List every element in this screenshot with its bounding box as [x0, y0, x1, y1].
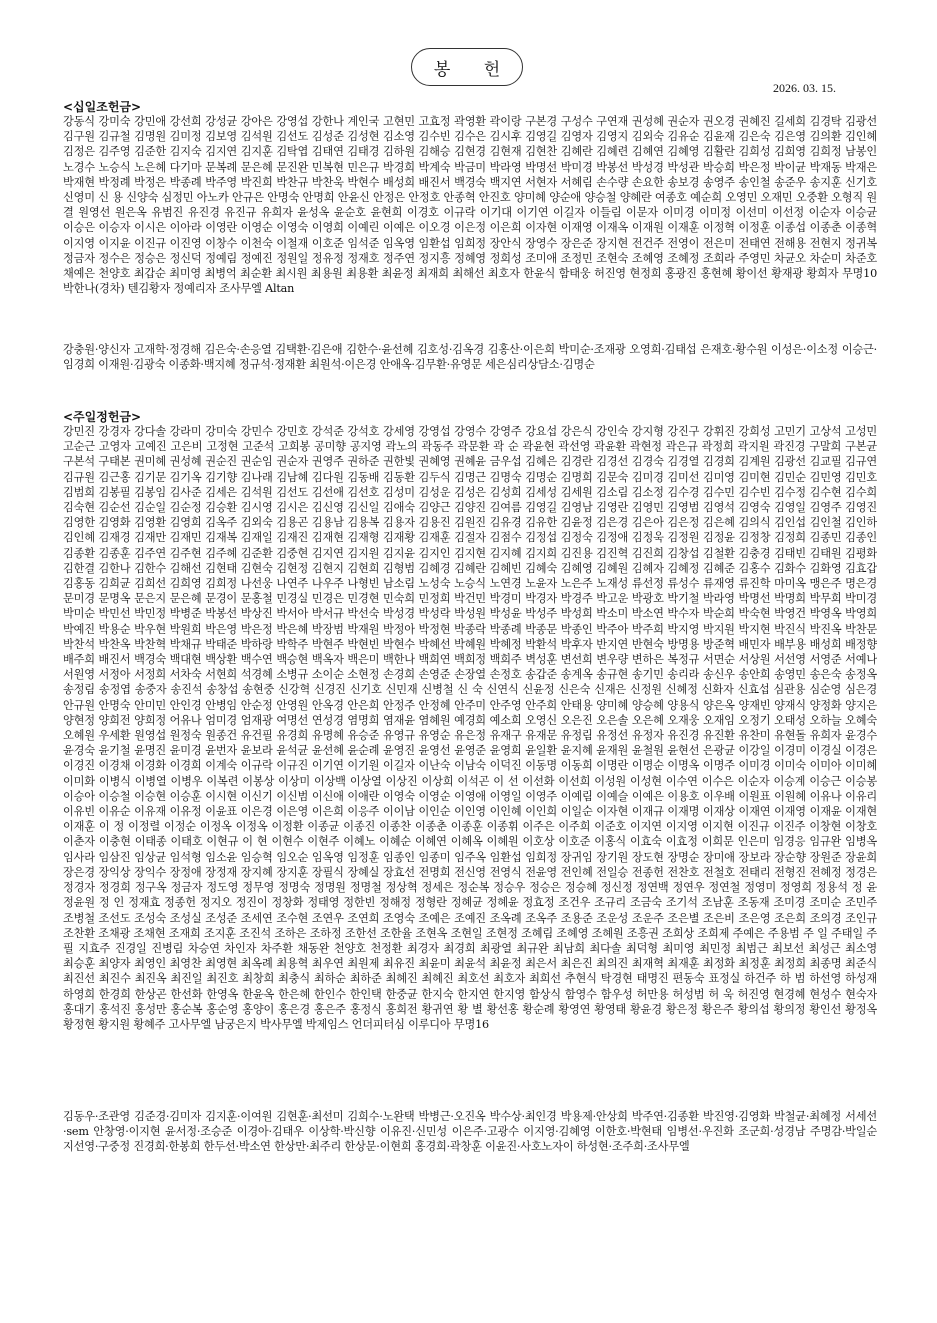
tithe-couple-names: 강충원·양신자 고재학·정경해 김은숙·손응열 김택환·김은애 김한수·윤선혜 김호성·김옥경 김홍산·이은희 박미순·조재광 오영희·김태섭 은재호·황수원 이성은·이소정 이승근·임경희 이재원·김광숙 이종화·백지혜 정규석·정재환 최원석·이은경 안애옥·김무환·유영문 세은심리상담소·김명순	[63, 343, 877, 372]
tithe-names: 강동식 강미숙 강민애 강선희 강성균 강아은 강영섭 강한나 계인국 고현민 고효정 곽영환 곽이랑 구본경 구성수 구연재 권성혜 권순자 권오경 권혜진 길세희 김경탁 김광선 김구원 김규철 김명원 김미정 김보영 김석원 김선도 김성준 김성현 김소영 김수빈 김수은 김시후 김영길 김영자 김영지 김외숙 김유순 김윤재 김은숙 김은영 김의환 김인혜 김정은 김주영 김준한 김지숙 김지연 김지훈 김탁엽 김태연 김태경 김하원 김해승 김현경 김현재 김현찬 김혜란 김혜련 김혜연 김혜영 김활란 김희성 김희영 김희정 남봉인 노경수 노승식 노은혜 다기마 문복례 문은혜 문진완 민복현 민은규 박경희 박계숙 박금미 박라영 박명선 박미경 박봉선 박성경 박성관 박승희 박은정 박이균 박재동 박재은 박재현 박정례 박정은 박종례 박주영 박진희 박찬규 박찬욱 박현수 배성희 배진서 백경숙 백지연 서현자 서혜림 손수량 손요한 송보경 송영주 송인철 송준우 송지훈 신기호 신영미 신 용 신양숙 심정민 아노카 안규은 안명숙 안명희 안윤신 안정은 안정호 안종혁 안진호 양미혜 양순애 양승철 양혜란 여종호 예순희 오영민 오재민 오중환 오형직 원 결 원영선 원은옥 유범진 유진경 유진규 유희자 윤성옥 윤순호 윤현희 이경호 이규락 이기대 이기연 이길자 이들림 이문자 이미경 이미정 이선미 이선정 이순자 이승균 이승은 이승자 이시은 이아라 이영란 이영순 이영숙 이영희 이예린 이예은 이오경 이은정 이은희 이자현 이재영 이재옥 이재원 이재훈 이정혁 이정훈 이종섭 이종춘 이종혁 이지영 이지윤 이진규 이진영 이창수 이천숙 이철재 이호준 임석준 임옥영 임환섭 임희정 장안식 장영수 장은준 장지현 전건주 전영이 전은미 전태연 전해용 전현지 정귀복 정금자 정수은 정승은 정신덕 정예림 정예진 정원일 정유정 정재호 정주연 정지흥 정혜영 정희성 조미애 조정민 조현숙 조혜영 조혜정 조희라 주영민 차균오 차순미 차준호 채예은 천양호 최갑순 최미영 최병억 최순환 최시원 최용원 최용환 최윤정 최재희 최해선 최호자 한윤식 함태웅 허진영 현정희 홍광진 홍현혜 황이선 황재광 황희자 무명10 박한나(경차) 텐김황자 정예리자 조사무엘 Altan	[63, 115, 877, 296]
date-label: 2026. 03. 15.	[773, 81, 836, 95]
section-title-weekly: <주일정헌금>	[63, 410, 142, 424]
weekly-couple-names: 김동우·조관영 김준경·김미자 김지훈·이여원 김현훈·최선미 김희수·노완택 박병근·오진옥 박수상·최인경 박용제·안상희 박주연·김종환 박진영·김영화 박철균·최혜정 서세선·sem 안창영·이지현 윤서정·조승준 이경아·김태우 이상학·박신향 이유진·신민성 이은주·고광수 이지영·김혜영 이한호·박현태 임병선·우진화 조군희·성경남 주명감·박일순 지선영·구중정 진경희·한봉희 한두선·박소연 한상만·최주리 한상문·이현희 홍경희·곽창훈 이윤진·사호노자이 하성현·조주희·조사무엘	[63, 1110, 877, 1154]
weekly-section	[63, 410, 877, 1171]
offering-list	[63, 100, 877, 1171]
page-title: 봉 헌	[411, 48, 523, 86]
weekly-names: 강민진 강경자 강다솔 강라미 강미숙 강민수 강민호 강석준 강석호 강세영 강영섭 강영수 강영주 강요섭 강은식 강인숙 강지형 강진구 강휘진 강희성 고민기 고상석 고성민 고순근 고영자 고예진 고은비 고정현 고준석 고희봉 공미향 공지영 곽노의 곽동주 곽문환 곽 순 곽윤현 곽선영 곽윤환 곽현정 곽은규 곽정희 곽지원 곽진경 구말희 구본균 구본석 구태본 권미혜 권성혜 권순진 권순임 권순자 권영주 권하준 권한빛 권혜영 권혜윤 금우섭 김혜은 김경란 김경선 김경숙 김경열 김경희 김계원 김광선 김교필 김규연 김규원 김근홍 김기문 김기옥 김기향 김나래 김남혜 김다원 김동배 김동환 김두식 김명근 김명숙 김명순 김명희 김문숙 김미경 김미선 김미영 김미현 김민순 김민영 김민호 김범희 김봉필 김봉임 김사준 김세은 김석원 김선도 김선애 김선호 김성미 김성운 김성은 김성희 김세성 김세원 김소림 김소정 김수경 김수민 김수빈 김수정 김수현 김수희 김숙현 김순선 김순일 김순정 김승환 김시영 김시은 김신영 김신일 김애숙 김양근 김양진 김여름 김영길 김영남 김영란 김영민 김영범 김영석 김영숙 김영일 김영주 김영진 김영한 김영화 김영환 김영희 김옥주 김외숙 김용곤 김용남 김용복 김용자 김용진 김원진 김유경 김유한 김윤정 김은경 김은아 김은정 김은혜 김의식 김인섭 김인철 김인하 김인혜 김재경 김재만 김재민 김재복 김재일 김재진 김재현 김재형 김재황 김재훈 김절자 김점수 김정섭 김정숙 김정애 김정욱 김정원 김정윤 김정창 김정희 김종민 김종인 김종환 김종훈 김주연 김주현 김주혜 김준환 김중현 김지연 김지원 김지윤 김지인 김지현 김지혜 김지희 김진용 김진혁 김진희 김창섭 김철환 김충경 김태빈 김태원 김평화 김한결 김한나 김한수 김해선 김현태 김현숙 김현정 김현지 김현희 김형범 김혜경 김혜란 김혜빈 김혜숙 김혜영 김혜원 김혜자 김혜정 김혜준 김홍수 김화수 김화영 김효갑 김홍동 김희균 김희선 김희영 김희정 나선웅 나연주 나우주 나형빈 남소림 노성숙 노승식 노연경 노윤자 노은주 노재성 류선정 류성수 류재영 류진학 마미옥 맹은주 명은경 문미경 문명옥 문은지 문은혜 문경이 문홍철 민경실 민경은 민경현 민숙희 민정희 박건민 박경미 박경자 박경주 박고운 박광호 박기철 박라영 박명선 박명희 박무희 박미경 박미순 박민선 박민정 박병준 박봉선 박상진 박서아 박서규 박선숙 박성경 박성락 박성원 박성윤 박성주 박성희 박소미 박소연 박수자 박순희 박숙현 박영건 박영옥 박영희 박예진 박용순 박우현 박원희 박은영 박은정 박은혜 박장범 박재원 박정아 박정현 박종락 박종례 박종문 박종인 박주아 박주희 박지영 박지원 박지현 박진식 박진옥 박찬문 박찬석 박찬옥 박찬혁 박채규 박태준 박하랑 박학주 박현주 박현빈 박현수 박혜선 박혜원 박혜정 박환석 박후자 반지연 반현숙 방명용 방준혁 배민자 배부용 배성희 배정향 배주희 배진서 백경숙 백대현 백상환 백수연 백승현 백옥자 백은미 백한나 백희연 백희정 백희주 벽성훈 변선희 변우량 변하은 복정규 서면순 서상원 서선영 서영준 서예나 서원영 서정아 서정희 서차숙 서현희 석경혜 소병규 소이순 소현정 손경희 손영준 손장열 손정호 송갑준 송계옥 송규현 송기민 송리라 송신우 송안희 송영민 송은숙 송정옥 송정림 송정엽 송중자 송진석 송창섭 송현중 신강혁 신경진 신기호 신민재 신병철 신 숙 신연식 신윤정 신은숙 신재은 신정원 신혜정 신화자 신효섭 심관용 심순영 심은경 안규원 안명숙 안미민 안인경 안병임 안순정 안영원 안옥경 안은희 안정주 안정혜 안주미 안주영 안주희 안태용 양미혜 양승혜 양용식 양은옥 양재빈 양재식 양정화 양지은 양현정 양희전 양희정 어유나 엄미경 엄재광 여명선 연성경 염명희 염재윤 염혜원 예경희 예소희 오영신 오은진 오은솔 오은혜 오재웅 오재임 오정기 오태성 오하늘 오혜숙 오혜원 우세환 원영섭 원정숙 원종건 유건필 유경희 유명혜 유승준 유영규 유영순 유은정 유재구 유재문 유정림 유정선 유정자 유진경 유진환 유찬미 유현돌 유희자 윤경수 윤경숙 윤기철 윤명진 윤미경 윤번자 윤보라 윤석균 윤선혜 윤순례 윤영진 윤영선 윤영준 윤영희 윤일환 윤지혜 윤재원 윤철원 윤현선 은광균 이강일 이경미 이경실 이경은 이경진 이경채 이경화 이경희 이계숙 이규락 이규진 이기연 이기원 이길자 이난숙 이남숙 이덕진 이동명 이동희 이명란 이명순 이명옥 이명주 이미경 이미숙 이미아 이미혜 이미화 이병식 이병열 이병우 이복련 이봉상 이상미 이상백 이상열 이상진 이상희 이석곤 이 선 이선화 이선희 이성원 이성현 이수연 이수은 이순자 이승계 이승근 이승봉 이승아 이승철 이승현 이승훈 이시현 이신기 이신범 이신애 이애란 이영숙 이영순 이영애 이영일 이영주 이예림 이예슬 이예은 이용호 이우배 이원표 이원혜 이유나 이유리 이유빈 이유순 이유재 이유정 이윤표 이은경 이은영 이은희 이응주 이이남 이인순 이인영 이인혜 이인희 이일순 이자현 이재규 이재명 이재상 이재연 이재영 이재윤 이재현 이재훈 이 정 이정렬 이정순 이정옥 이정옥 이정환 이종균 이종진 이종찬 이종춘 이종훈 이종휘 이주은 이주희 이준호 이지연 이지영 이지현 이진규 이진주 이창현 이창호 이춘자 이충현 이태종 이태호 이현규 이 현 이현수 이현주 이혜노 이혜순 이혜연 이혜옥 이혜원 이호상 이호준 이홍식 이효숙 이효정 이희문 인은미 임경응 임규완 임병옥 임사라 임삼진 임상균 임석형 임소윤 임승혁 임오순 임옥영 임정훈 임종인 임종미 임주옥 임환섭 임희정 장귀임 장기원 장도현 장명순 장미애 장보라 장순향 장원준 장윤희 장은경 장익상 장익수 장정애 장정재 장지혜 장지훈 장필식 장혜실 장효선 전명희 전신영 전영식 전윤영 전인혜 전일승 전종헌 전찬호 전철호 전태리 전형진 전혜정 정경은 정경자 정경희 정구옥 정금자 정도영 정무영 정명숙 정명원 정명철 정상혁 정세은 정순복 정승우 정승은 정승혜 정신정 정연백 정연우 정연철 정영미 정영희 정용석 정 윤 정윤원 정 인 정재효 정종헌 정지오 정진이 정창화 정태영 정한빈 정해정 정형란 정혜균 정혜윤 정효정 조건우 조규리 조금숙 조기석 조남훈 조동재 조미경 조미순 조민주 조병철 조선도 조성숙 조성실 조성준 조세연 조수현 조연우 조연희 조영숙 조예은 조예진 조옥례 조옥주 조용준 조운성 조운주 조은별 조은비 조은영 조은희 조의경 조인규 조찬환 조채광 조채현 조재희 조지훈 조진석 조하은 조하정 조한선 조한율 조현옥 조현일 조현정 조혜림 조혜영 조혜원 조흥권 조희상 조희제 주예은 주용범 주 일 주태일 주 필 지효주 진경일 진병림 차승연 차인자 차주환 채동완 천양호 천정환 최경자 최경희 최광열 최규완 최남희 최다솔 최덕형 최미영 최민정 최범근 최보선 최성근 최소영 최승훈 최양자 최영인 최영찬 최영현 최옥례 최용혁 최우연 최원제 최유진 최윤미 최윤석 최윤정 최은서 최은진 최의진 최재혁 최재훈 최정화 최정훈 최정희 최종명 최준식 최진선 최진수 최진옥 최진일 최진호 최창희 최충식 최하순 최하준 최혜진 최혜진 최호선 최호자 최희선 추현식 탁경현 태명진 편동숙 표정실 하건주 하 범 하선영 하성재 하영희 한경희 한상곤 한선화 한영옥 한윤옥 한은혜 한인수 한인택 한중균 한지숙 한지연 한지영 함상식 함영수 함우성 허만용 허성범 허 욱 허진영 현경혜 현성수 현숙자 홍대기 홍석진 홍성만 홍순복 홍순영 홍양이 홍은경 홍은주 홍정식 홍희전 황귀연 황 별 황선홍 황순례 황영연 황영태 황윤경 황은정 황은주 황의섭 황의정 황인선 황정옥 황정현 황지원 황혜주 고사무엘 남궁은지 박사무엘 박제임스 언더피터심 이루디아 무명16	[63, 425, 877, 1031]
tithe-section	[63, 100, 877, 388]
section-title-tithe: <십일조헌금>	[63, 100, 142, 114]
